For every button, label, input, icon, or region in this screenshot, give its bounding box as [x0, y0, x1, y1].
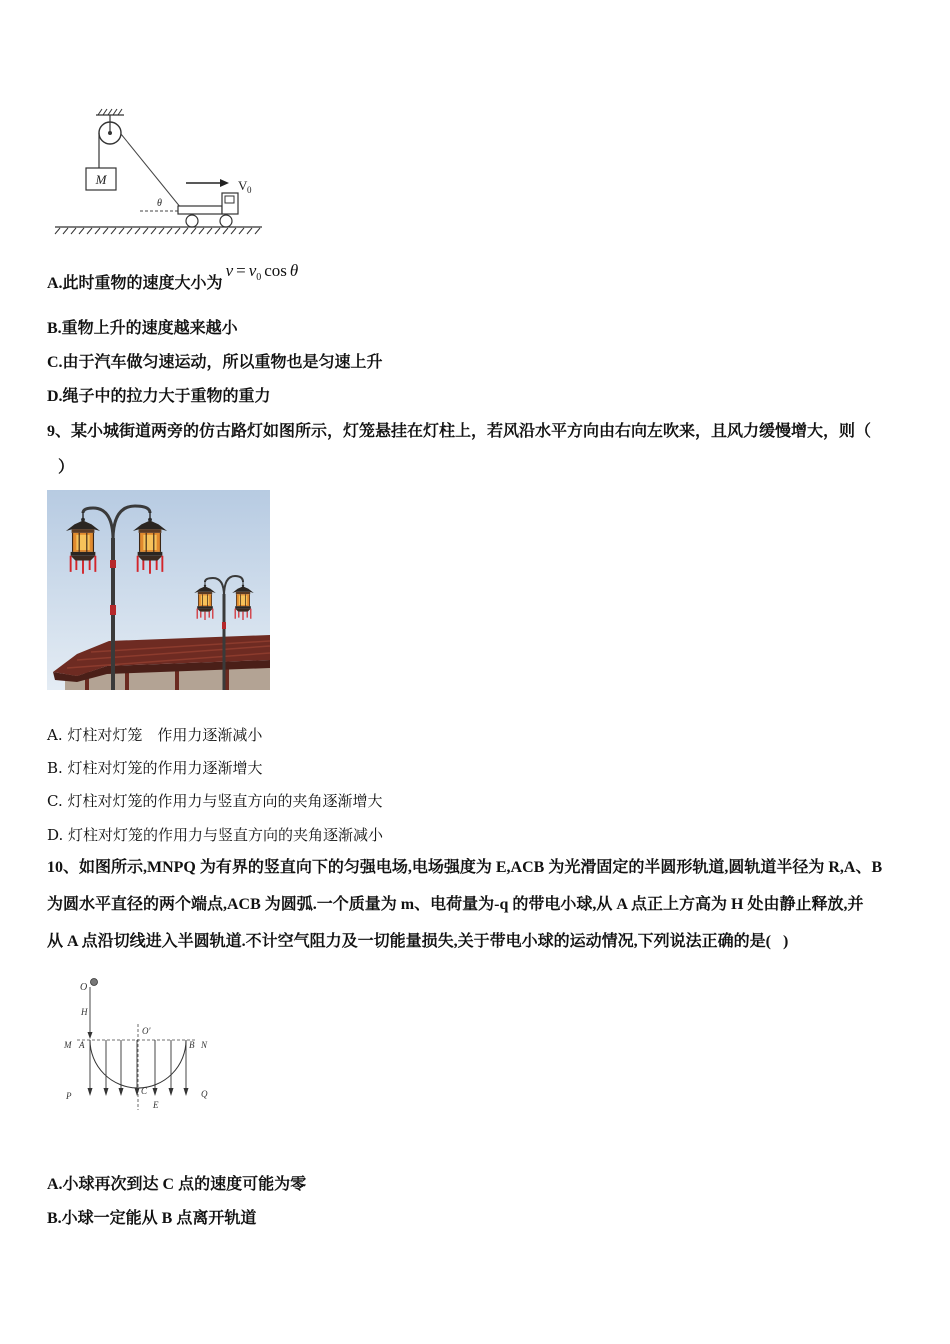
label-h: H — [81, 1007, 88, 1017]
q10-option-b: B.小球一定能从 B 点离开轨道 — [47, 1210, 257, 1227]
formula-equals: = — [236, 261, 246, 280]
formula-subscript: 0 — [256, 272, 262, 283]
label-n: N — [201, 1040, 208, 1050]
q10-stem-line2: 为圆水平直径的两个端点,ACB 为圆弧.一个质量为 m、电荷量为-q 的带电小球,从 A 点正上方高为 H 处由静止释放,并 — [47, 896, 864, 913]
ceiling-hatch — [98, 109, 122, 115]
label-o-prime: O' — [142, 1026, 151, 1036]
velocity-label: V — [238, 178, 248, 193]
pulley-truck-figure — [50, 100, 270, 240]
label-e: E — [153, 1100, 159, 1110]
q8-option-b: B.重物上升的速度越来越小 — [47, 320, 238, 337]
q8-option-a-text: A.此时重物的速度大小为 — [47, 275, 223, 292]
ground-hatch — [55, 228, 260, 234]
q9-option-d: D. 灯柱对灯笼的作用力与竖直方向的夹角逐渐减小 — [47, 826, 384, 844]
truck-bed — [178, 206, 222, 214]
q10-option-a: A.小球再次到达 C 点的速度可能为零 — [47, 1176, 307, 1193]
truck-front-wheel — [220, 215, 232, 227]
q10-stem-line1: 10、如图所示,MNPQ 为有界的竖直向下的匀强电场,电场强度为 E,ACB 为光滑固定的半圆形轨道,圆轨道半径为 R,A、B — [47, 859, 883, 876]
formula-function: cos — [264, 261, 287, 280]
formula-var: v — [248, 261, 257, 280]
label-c: C — [141, 1086, 148, 1096]
label-a: A — [79, 1040, 85, 1050]
q9-option-c: C. 灯柱对灯笼的作用力与竖直方向的夹角逐渐增大 — [47, 792, 383, 810]
electric-field-track-figure — [55, 975, 220, 1115]
truck-rear-wheel — [186, 215, 198, 227]
formula-angle: θ — [289, 261, 299, 280]
label-q: Q — [201, 1089, 208, 1099]
mass-label: M — [95, 172, 107, 187]
q10-stem-line3: 从 A 点沿切线进入半圆轨道.不计空气阻力及一切能量损失,关于带电小球的运动情况,下列说法正确的是( ) — [47, 933, 789, 950]
main-pole-red-ring-lower — [110, 605, 116, 615]
q8-option-c: C.由于汽车做匀速运动，所以重物也是匀速上升 — [47, 354, 383, 371]
charged-ball — [91, 979, 98, 986]
q9-stem-line1: 9、某小城街道两旁的仿古路灯如图所示，灯笼悬挂在灯柱上，若风沿水平方向由右向左吹来，且风力缓慢增大，则（ — [47, 423, 872, 440]
drop-path-arrowhead — [88, 1032, 93, 1039]
label-p: P — [66, 1091, 72, 1101]
formula-lhs: v — [225, 261, 234, 280]
street-lantern-photo — [47, 490, 270, 690]
q9-stem-line2: ） — [58, 459, 75, 476]
angle-label: θ — [157, 198, 162, 209]
far-pole-red-ring — [222, 622, 226, 629]
rope-to-truck — [121, 134, 181, 208]
q8-option-d: D.绳子中的拉力大于重物的重力 — [47, 388, 271, 405]
velocity-subscript: 0 — [247, 185, 252, 195]
velocity-arrow-head — [220, 179, 229, 187]
q9-option-a: A. 灯柱对灯笼 作用力逐渐减小 — [47, 726, 263, 744]
q9-option-b: B. 灯柱对灯笼的作用力逐渐增大 — [47, 759, 263, 777]
label-m: M — [64, 1040, 72, 1050]
q8-option-a — [47, 261, 299, 296]
label-b: B — [189, 1040, 195, 1050]
truck-window — [225, 196, 234, 203]
pulley-axle — [108, 131, 112, 135]
label-o: O — [80, 982, 88, 993]
q8-option-a-formula — [225, 261, 299, 283]
main-pole-red-ring-upper — [110, 560, 116, 568]
